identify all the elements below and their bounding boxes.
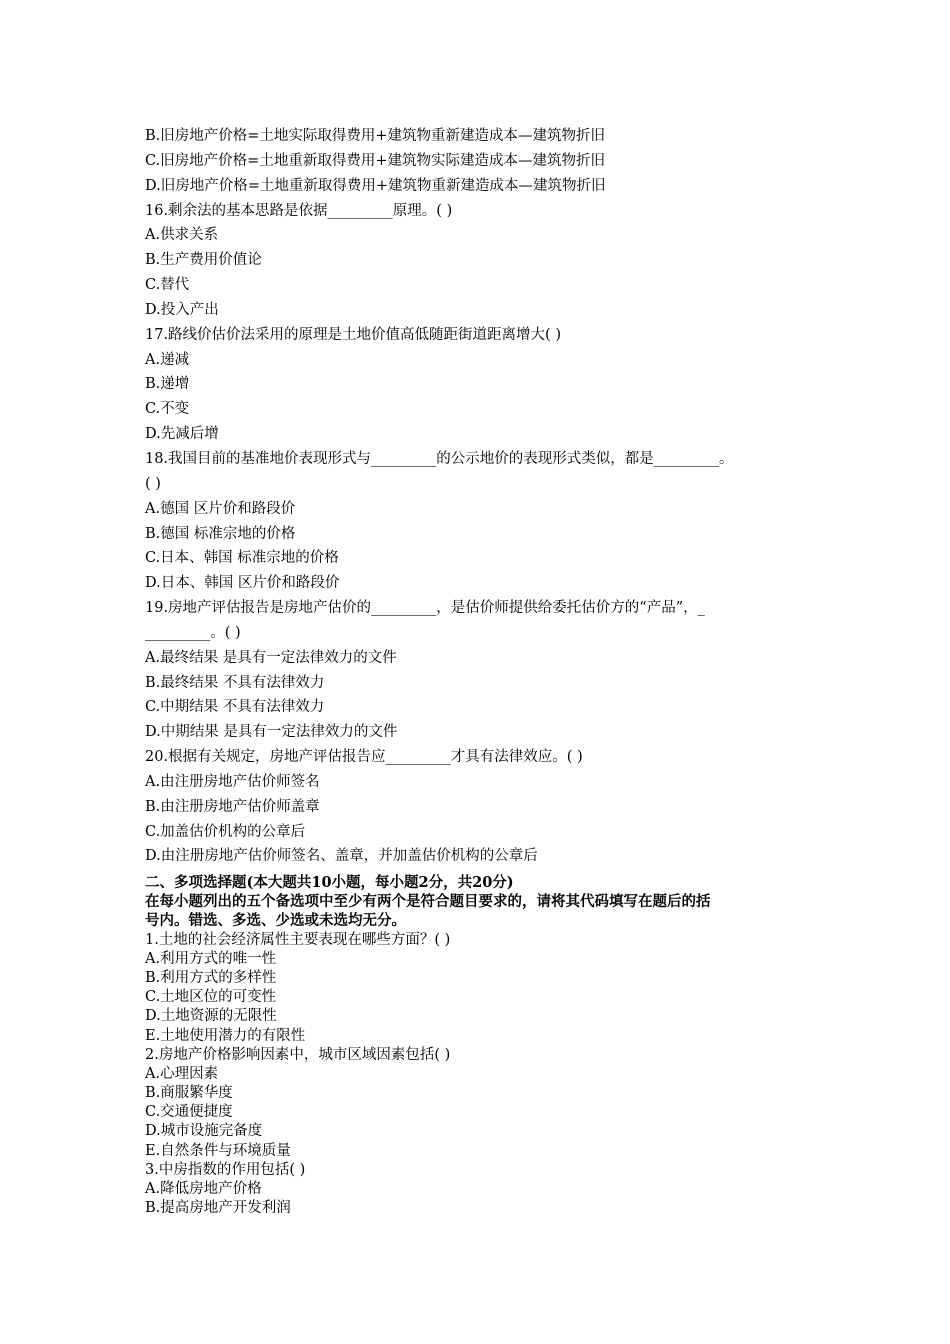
multiple-choice-block xyxy=(145,873,835,1218)
option-line: B.提高房地产开发利润 xyxy=(145,1200,291,1217)
option-line: B.旧房地产价格=土地实际取得费用+建筑物重新建造成本—建筑物折旧 xyxy=(145,128,606,144)
option-line: B.递增 xyxy=(145,376,190,393)
section-instructions-continued: 号内。错选、多选、少选或未选均无分。 xyxy=(145,912,406,930)
option-line: B.利用方式的多样性 xyxy=(145,969,277,986)
question-1: 1.土地的社会经济属性主要表现在哪些方面？( ) xyxy=(145,931,451,948)
option-line: B.生产费用价值论 xyxy=(145,252,262,269)
option-line: A.心理因素 xyxy=(145,1065,219,1082)
option-line: D.土地资源的无限性 xyxy=(145,1008,277,1025)
option-line: E.自然条件与环境质量 xyxy=(145,1142,291,1159)
option-line: C.旧房地产价格=土地重新取得费用+建筑物实际建造成本—建筑物折旧 xyxy=(145,152,605,169)
option-line: A.最终结果 是具有一定法律效力的文件 xyxy=(145,649,397,666)
section-instructions: 在每小题列出的五个备选项中至少有两个是符合题目要求的，请将其代码填写在题后的括 xyxy=(145,893,711,911)
option-line: A.由注册房地产估价师签名 xyxy=(145,773,320,790)
option-line: A.利用方式的唯一性 xyxy=(145,950,277,967)
single-choice-block xyxy=(145,124,835,869)
option-line: A.供求关系 xyxy=(145,227,219,244)
option-line: C.日本、韩国 标准宗地的价格 xyxy=(145,550,339,567)
option-line: B.德国 标准宗地的价格 xyxy=(145,525,296,542)
option-line: D.日本、韩国 区片价和路段价 xyxy=(145,575,340,592)
option-line: C.中期结果 不具有法律效力 xyxy=(145,699,325,716)
question-2: 2.房地产价格影响因素中，城市区域因素包括( ) xyxy=(145,1046,451,1063)
question-16: 16.剩余法的基本思路是依据_________原理。( ) xyxy=(145,202,453,219)
option-line: D.由注册房地产估价师签名、盖章，并加盖估价机构的公章后 xyxy=(145,848,538,865)
option-line: B.由注册房地产估价师盖章 xyxy=(145,798,320,815)
option-line: C.加盖估价机构的公章后 xyxy=(145,823,306,840)
option-line: D.先减后增 xyxy=(145,426,219,443)
option-line: D.中期结果 是具有一定法律效力的文件 xyxy=(145,724,398,741)
option-line: B.商服繁华度 xyxy=(145,1085,233,1102)
option-line: D.投入产出 xyxy=(145,301,219,318)
question-17: 17.路线价估价法采用的原理是土地价值高低随距街道距离增大( ) xyxy=(145,326,561,343)
question-18-continued: ( ) xyxy=(145,475,161,492)
option-line: C.替代 xyxy=(145,277,190,294)
question-20: 20.根据有关规定，房地产评估报告应_________才具有法律效应。( ) xyxy=(145,749,583,766)
option-line: B.最终结果 不具有法律效力 xyxy=(145,674,325,691)
question-3: 3.中房指数的作用包括( ) xyxy=(145,1161,306,1178)
option-line: D.城市设施完备度 xyxy=(145,1123,263,1140)
option-line: A.德国 区片价和路段价 xyxy=(145,500,296,517)
question-19-continued: _________。( ) xyxy=(145,624,241,641)
option-line: A.递减 xyxy=(145,351,190,368)
option-line: C.土地区位的可变性 xyxy=(145,989,277,1006)
option-line: C.交通便捷度 xyxy=(145,1104,233,1121)
option-line: A.降低房地产价格 xyxy=(145,1181,262,1197)
question-18: 18.我国目前的基准地价表现形式与_________的公示地价的表现形式类似，都是_________。 xyxy=(145,450,734,467)
section-heading: 二、多项选择题(本大题共10小题，每小题2分，共20分) xyxy=(145,874,514,891)
option-line: C.不变 xyxy=(145,401,190,418)
option-line: D.旧房地产价格=土地重新取得费用+建筑物重新建造成本—建筑物折旧 xyxy=(145,177,606,194)
question-19: 19.房地产评估报告是房地产估价的_________，是估价师提供给委托估价方的“产品”，_ xyxy=(145,600,705,617)
option-line: E.土地使用潜力的有限性 xyxy=(145,1027,306,1044)
